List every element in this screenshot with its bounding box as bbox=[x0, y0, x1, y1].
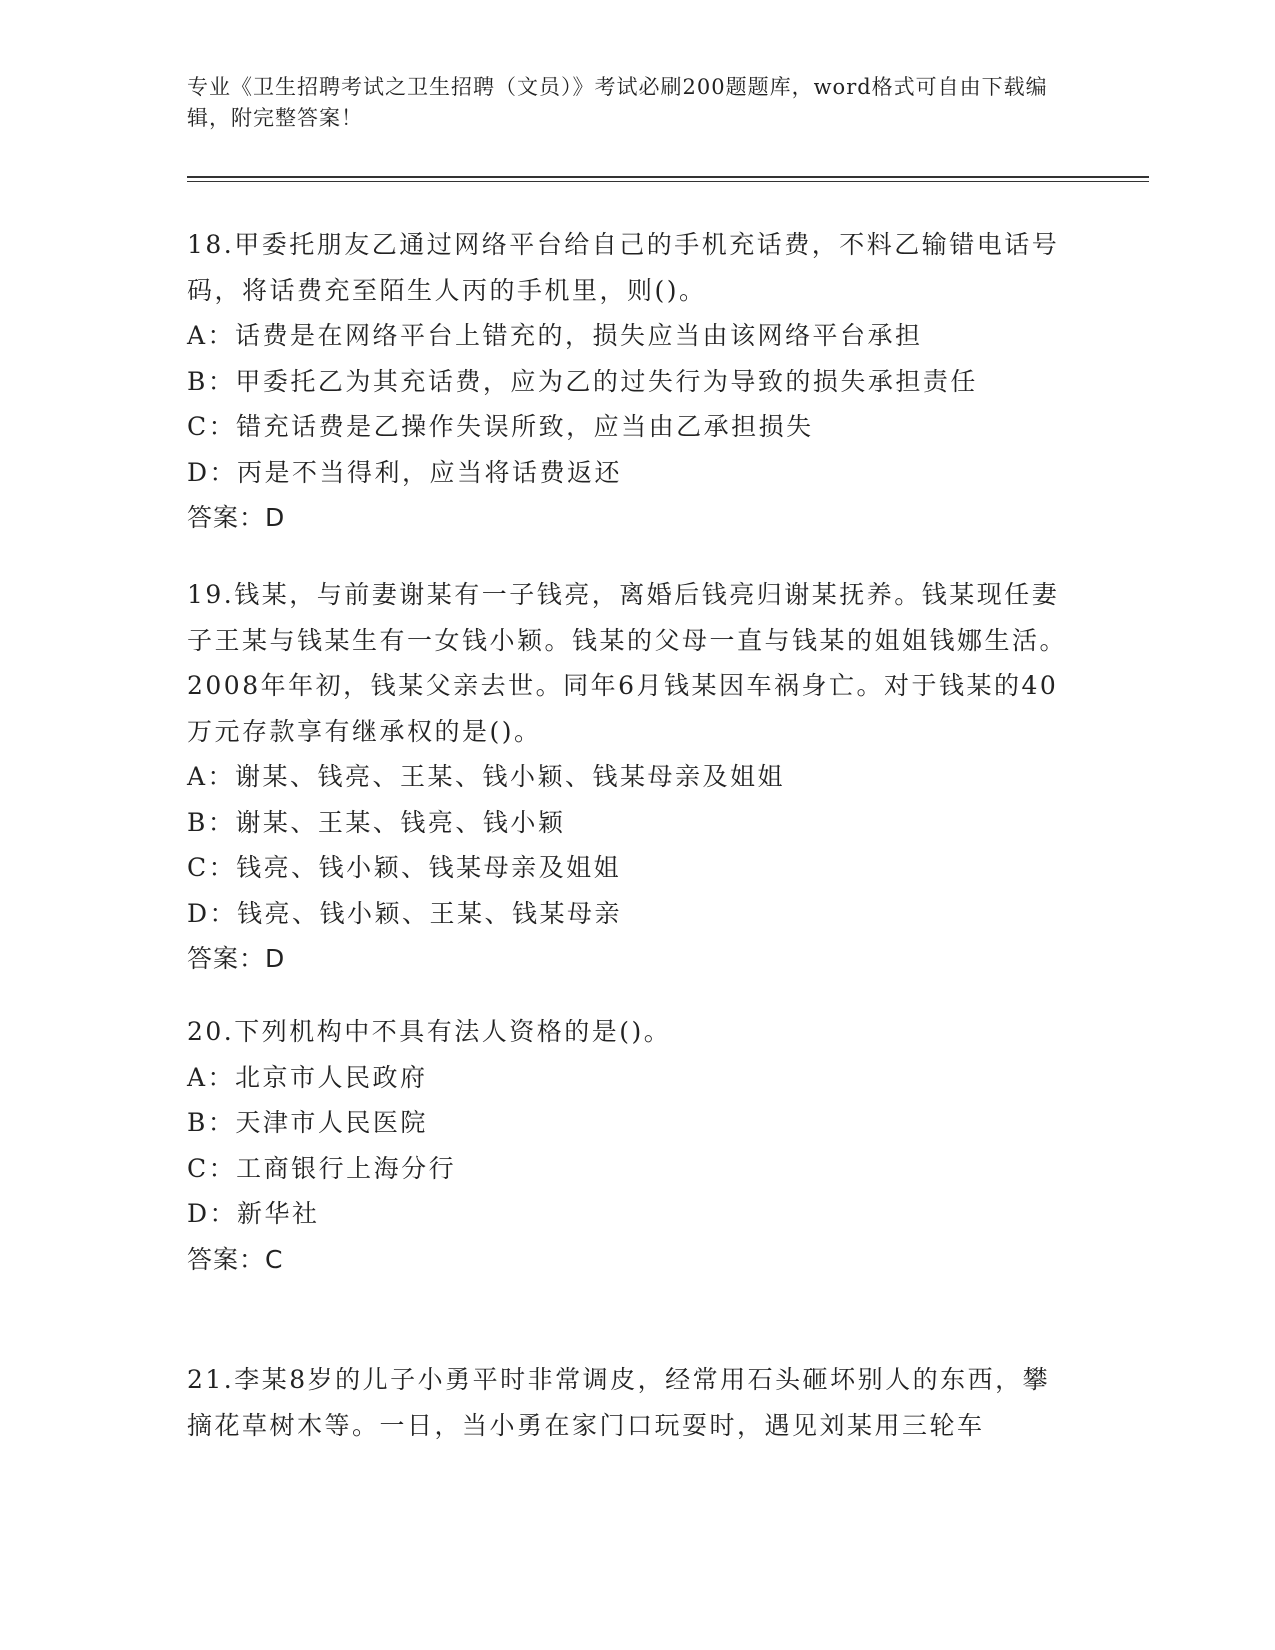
answer-line: 答案：D bbox=[187, 944, 286, 973]
question-stem: 21.李某8岁的儿子小勇平时非常调皮，经常用石头砸坏别人的东西，攀摘花草树木等。一日，当小勇在家门口玩耍时，遇见刘某用三轮车 bbox=[187, 1365, 1051, 1440]
option-b: B：谢某、王某、钱亮、钱小颖 bbox=[187, 807, 566, 837]
question-18 bbox=[187, 222, 1067, 541]
option-d: D：钱亮、钱小颖、王某、钱某母亲 bbox=[187, 898, 623, 928]
header-divider bbox=[187, 176, 1149, 182]
question-21 bbox=[187, 1357, 1067, 1448]
option-c: C：钱亮、钱小颖、钱某母亲及姐姐 bbox=[187, 853, 622, 882]
question-stem: 19.钱某，与前妻谢某有一子钱亮，离婚后钱亮归谢某抚养。钱某现任妻子王某与钱某生有一女钱小颖。钱某的父母一直与钱某的姐姐钱娜生活。2008年年初，钱某父亲去世。同年6月钱某因车祸身亡。对于钱某的40万元存款享有继承权的是()。 bbox=[187, 580, 1068, 746]
question-stem: 18.甲委托朋友乙通过网络平台给自己的手机充话费，不料乙输错电话号码，将话费充至陌生人丙的手机里，则()。 bbox=[187, 230, 1060, 305]
question-19 bbox=[187, 572, 1067, 982]
question-20 bbox=[187, 1009, 1067, 1282]
question-stem: 20.下列机构中不具有法人资格的是()。 bbox=[187, 1017, 672, 1046]
option-b: B：甲委托乙为其充话费，应为乙的过失行为导致的损失承担责任 bbox=[187, 366, 978, 396]
option-a: A：北京市人民政府 bbox=[187, 1062, 428, 1092]
option-d: D：新华社 bbox=[187, 1199, 320, 1228]
option-a: A：谢某、钱亮、王某、钱小颖、钱某母亲及姐姐 bbox=[187, 762, 786, 791]
option-c: C：错充话费是乙操作失误所致，应当由乙承担损失 bbox=[187, 412, 814, 441]
answer-line: 答案：D bbox=[187, 503, 286, 532]
answer-line: 答案：C bbox=[187, 1244, 284, 1274]
document-header: 专业《卫生招聘考试之卫生招聘（文员）》考试必刷200题题库，word格式可自由下载编辑，附完整答案！ bbox=[187, 75, 1048, 130]
option-a: A：话费是在网络平台上错充的，损失应当由该网络平台承担 bbox=[187, 321, 923, 350]
option-b: B：天津市人民医院 bbox=[187, 1108, 428, 1137]
option-d: D：丙是不当得利，应当将话费返还 bbox=[187, 457, 623, 487]
option-c: C：工商银行上海分行 bbox=[187, 1153, 457, 1183]
